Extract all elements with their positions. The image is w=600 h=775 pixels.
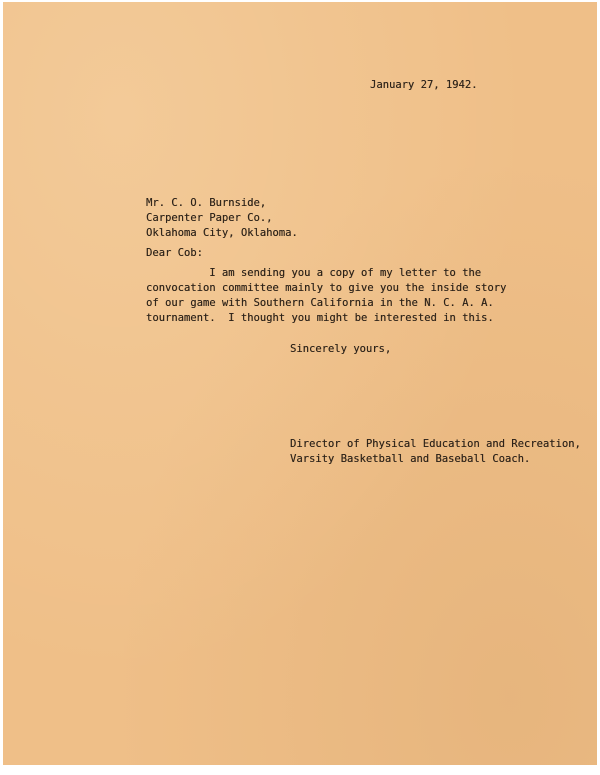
recipient-name: Mr. C. O. Burnside, xyxy=(146,197,267,209)
scan-border-bottom xyxy=(0,765,600,775)
signature-block xyxy=(290,437,581,467)
signature-title-line: Director of Physical Education and Recreation, xyxy=(290,438,581,450)
letter-date: January 27, 1942. xyxy=(370,79,478,91)
recipient-address xyxy=(146,196,298,241)
signature-title-line: Varsity Basketball and Baseball Coach. xyxy=(290,453,531,465)
body-line: of our game with Southern California in the N. C. A. A. xyxy=(146,297,494,309)
closing: Sincerely yours, xyxy=(290,343,392,355)
body-line: tournament. I thought you might be interested in this. xyxy=(146,312,494,324)
scan-border-top xyxy=(0,0,600,2)
body-line: convocation committee mainly to give you the inside story xyxy=(146,282,507,294)
recipient-city: Oklahoma City, Oklahoma. xyxy=(146,227,298,239)
salutation: Dear Cob: xyxy=(146,247,203,259)
letter-body xyxy=(146,266,506,326)
recipient-company: Carpenter Paper Co., xyxy=(146,212,273,224)
body-line: I am sending you a copy of my letter to the xyxy=(146,267,482,279)
scan-border-left xyxy=(0,0,3,775)
